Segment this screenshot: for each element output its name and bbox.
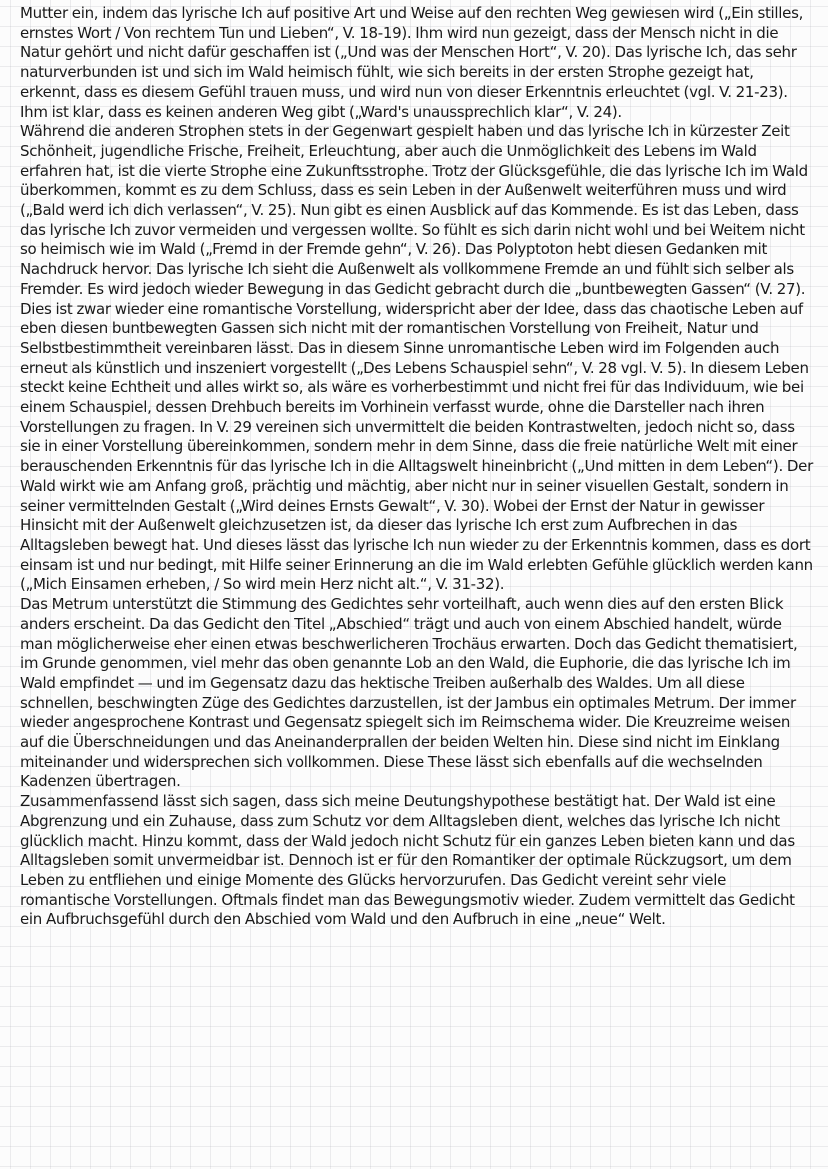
paragraph-1: Mutter ein, indem das lyrische Ich auf positive Art und Weise auf den rechten Weg gewiesen wird („Ein stilles, ernstes Wort / Von rechtem Tun und Lieben“, V. 18-19). Ihm wird nun gezeigt, dass der Mensch nicht in die Natur gehört und nicht dafür geschaffen ist („Und was der Menschen Hort“, V. 20). Das lyrische Ich, das sehr naturverbunden ist und sich im Wald heimisch fühlt, wie sich bereits in der ersten Strophe gezeigt hat, erkennt, dass es diesem Gefühl trauen muss, und wird nun von dieser Erkenntnis erleuchtet (vgl. V. 21-23). Ihm ist klar, dass es keinen anderen Weg gibt („Ward's unaussprechlich klar“, V. 24). xyxy=(20,4,804,121)
paragraph-2: Während die anderen Strophen stets in der Gegenwart gespielt haben und das lyrische Ich in kürzester Zeit Schönheit, jugendliche Frische, Freiheit, Erleuchtung, aber auch die Unmöglichkeit des Lebens im Wald erfahren hat, ist die vierte Strophe eine Zukunftsstrophe. Trotz der Glücksgefühle, die das lyrische Ich im Wald überkommen, kommt es zu dem Schluss, dass es sein Leben in der Außenwelt weiterführen muss und wird („Bald werd ich dich verlassen“, V. 25). Nun gibt es einen Ausblick auf das Kommende. Es ist das Leben, dass das lyrische Ich zuvor vermeiden und vergessen wollte. So fühlt es sich darin nicht wohl und bei Weitem nicht so heimisch wie im Wald („Fremd in der Fremde gehn“, V. 26). Das Polyptoton hebt diesen Gedanken mit Nachdruck hervor. Das lyrische Ich sieht die Außenwelt als vollkommene Fremde an und fühlt sich selber als Fremder. Es wird jedoch wieder Bewegung in das Gedicht gebracht durch die „buntbewegten Gassen“ (V. 27). Dies ist zwar wieder eine romantische Vorstellung, widerspricht aber der Idee, dass das chaotische Leben auf eben diesen buntbewegten Gassen sich nicht mit der romantischen Vorstellung von Freiheit, Natur und Selbstbestimmtheit vereinbaren lässt. Das in diesem Sinne unromantische Leben wird im Folgenden auch erneut als künstlich und inszeniert vorgestellt („Des Lebens Schauspiel sehn“, V. 28 vgl. V. 5). In diesem Leben steckt keine Echtheit und alles wirkt so, als wäre es vorherbestimmt und nicht frei für das Individuum, wie bei einem Schauspiel, dessen Drehbuch bereits im Vorhinein verfasst wurde, ohne die Darsteller nach ihren Vorstellungen zu fragen. In V. 29 vereinen sich unvermittelt die beiden Kontrastwelten, jedoch nicht so, dass sie in einer Vorstellung übereinkommen, sondern mehr in dem Sinne, dass die freie natürliche Welt mit einer berauschenden Erkenntnis für das lyrische Ich in die Alltagswelt hineinbricht („Und mitten in dem Leben“). Der Wald wirkt wie am Anfang groß, prächtig und mächtig, aber nicht nur in seiner visuellen Gestalt, sondern in seiner vermittelnden Gestalt („Wird deines Ernsts Gewalt“, V. 30). Wobei der Ernst der Natur in gewisser Hinsicht mit der Außenwelt gleichzusetzen ist, da dieser das lyrische Ich erst zum Aufbrechen in das Alltagsleben bewegt hat. Und dieses lässt das lyrische Ich nun wieder zu der Erkenntnis kommen, dass es dort einsam ist und nur bedingt, mit Hilfe seiner Erinnerung an die im Wald erlebten Gefühle glücklich werden kann („Mich Einsamen erheben, / So wird mein Herz nicht alt.“, V. 31-32). xyxy=(20,122,813,594)
paragraph-3: Das Metrum unterstützt die Stimmung des Gedichtes sehr vorteilhaft, auch wenn dies auf den ersten Blick anders erscheint. Da das Gedicht den Titel „Abschied“ trägt und auch von einem Abschied handelt, würde man möglicherweise eher einen etwas beschwerlicheren Trochäus erwarten. Doch das Gedicht thematisiert, im Grunde genommen, viel mehr das oben genannte Lob an den Wald, die Euphorie, die das lyrische Ich im Wald empfindet — und im Gegensatz dazu das hektische Treiben außerhalb des Waldes. Um all diese schnellen, beschwingten Züge des Gedichtes darzustellen, ist der Jambus ein optimales Metrum. Der immer wieder angesprochene Kontrast und Gegensatz spiegelt sich im Reimschema wider. Die Kreuzreime weisen auf die Überschneidungen und das Aneinanderprallen der beiden Welten hin. Diese sind nicht im Einklang miteinander und widersprechen sich vollkommen. Diese These lässt sich ebenfalls auf die wechselnden Kadenzen übertragen. xyxy=(20,595,798,791)
document-page xyxy=(20,4,816,930)
paragraph-4: Zusammenfassend lässt sich sagen, dass sich meine Deutungshypothese bestätigt hat. Der Wald ist eine Abgrenzung und ein Zuhause, dass zum Schutz vor dem Alltagsleben dient, welches das lyrische Ich nicht glücklich macht. Hinzu kommt, dass der Wald jedoch nicht Schutz für ein ganzes Leben bieten kann und das Alltagsleben somit unvermeidbar ist. Dennoch ist er für den Romantiker der optimale Rückzugsort, um dem Leben zu entfliehen und einige Momente des Glücks hervorzurufen. Das Gedicht vereint sehr viele romantische Vorstellungen. Oftmals findet man das Bewegungsmotiv wieder. Zudem vermittelt das Gedicht ein Aufbruchsgefühl durch den Abschied vom Wald und den Aufbruch in eine „neue“ Welt. xyxy=(20,792,795,929)
